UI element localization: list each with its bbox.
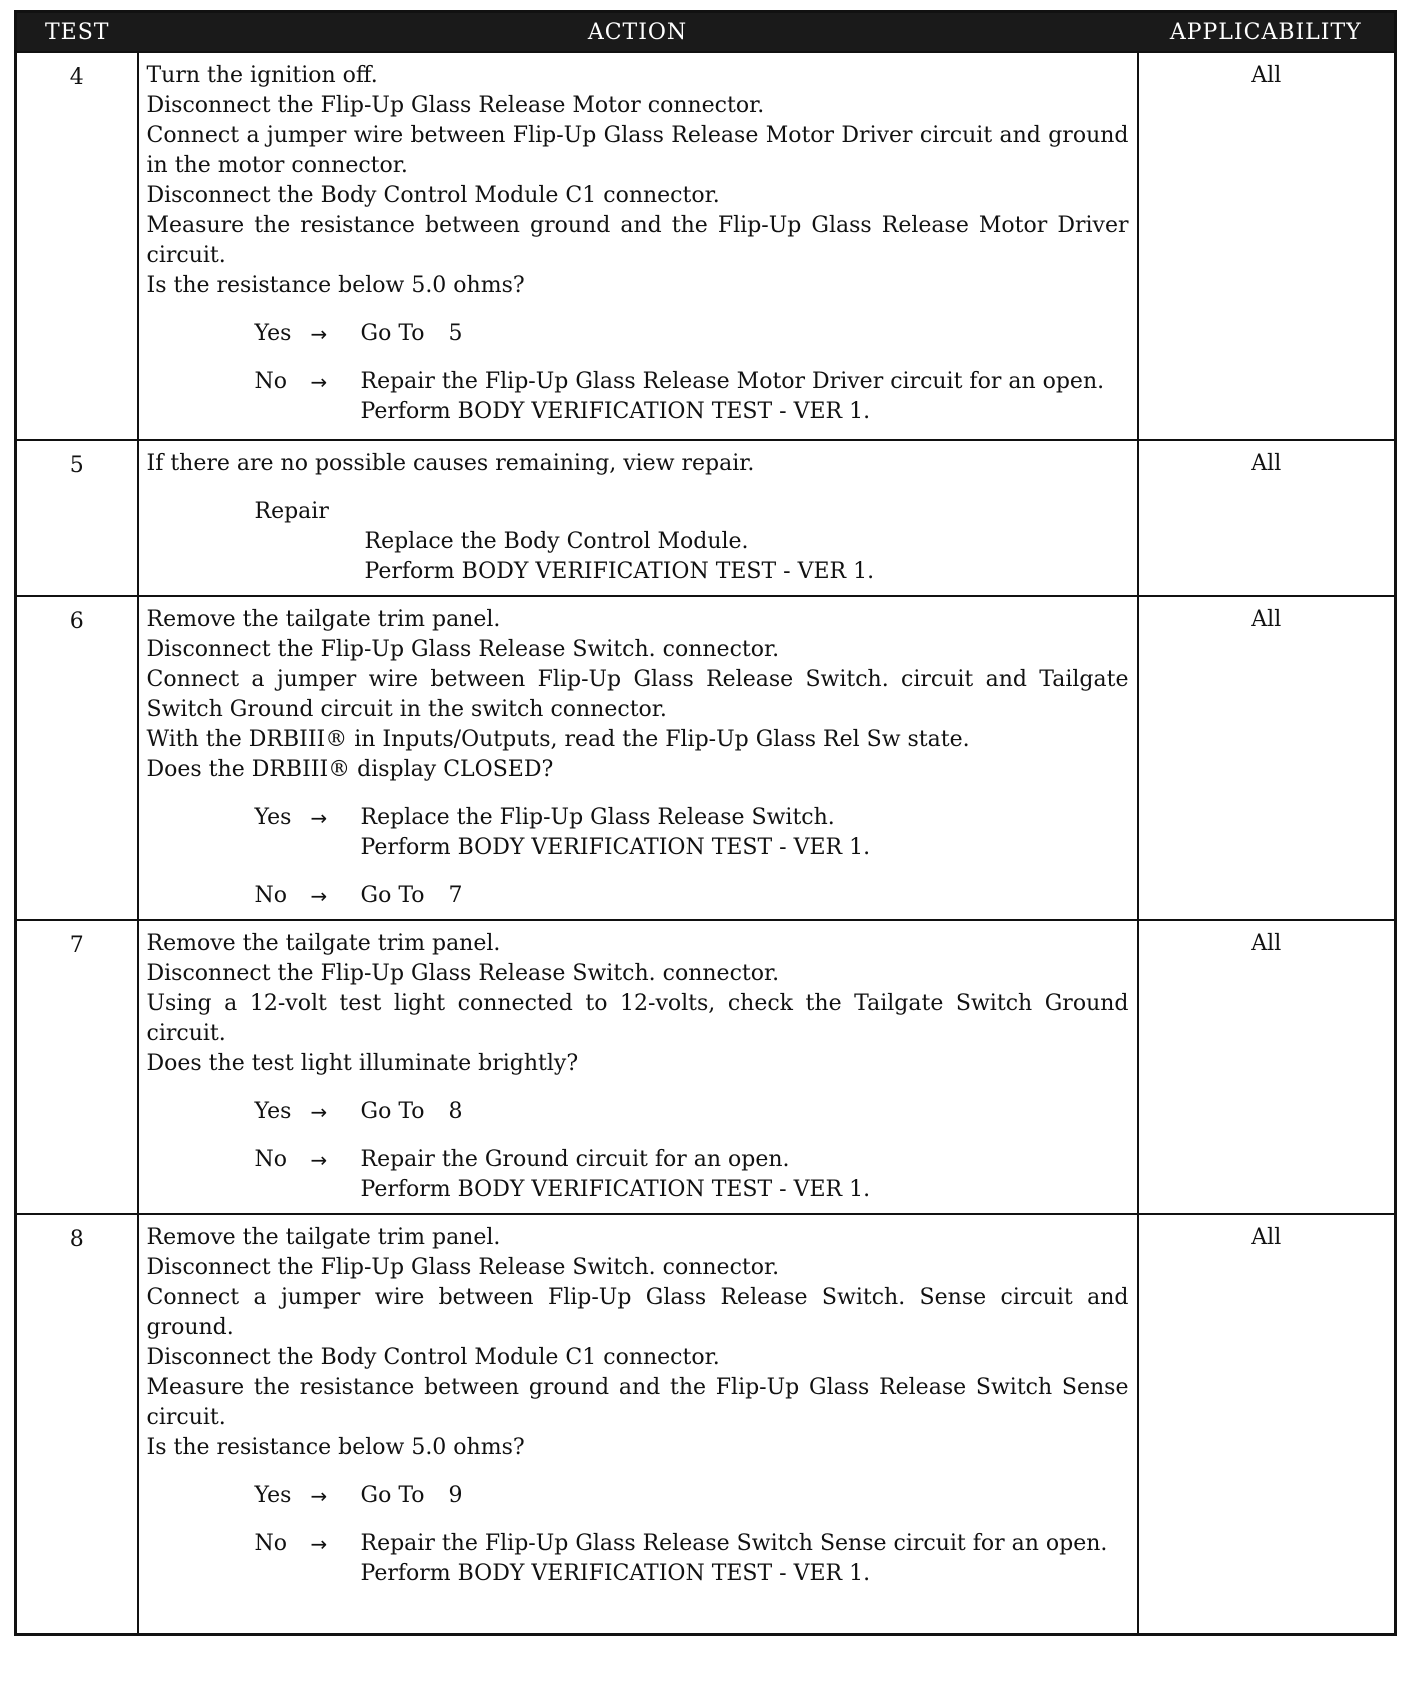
repair-instruction: Repair the Ground circuit for an open. [360, 1147, 790, 1172]
right-arrow-icon: → [310, 1100, 328, 1124]
repair-instruction: Repair the Flip-Up Glass Release Motor Driver circuit for an open. [360, 369, 1105, 394]
action-step: If there are no possible causes remaining, view repair. [146, 451, 755, 476]
action-step: Remove the tailgate trim panel. [146, 607, 501, 632]
action-cell [138, 596, 1138, 920]
verification-instruction: Perform BODY VERIFICATION TEST - VER 1. [364, 559, 875, 584]
verification-instruction: Perform BODY VERIFICATION TEST - VER 1. [360, 399, 871, 424]
action-question: Does the test light illuminate brightly? [146, 1051, 579, 1076]
repair-instruction: Repair the Flip-Up Glass Release Switch Sense circuit for an open. [360, 1531, 1108, 1556]
applicability-value: All [1138, 1214, 1396, 1634]
action-cell [138, 440, 1138, 596]
right-arrow-icon: → [310, 322, 328, 346]
header-test: TEST [16, 12, 138, 53]
action-step: With the DRBIII® in Inputs/Outputs, read the Flip-Up Glass Rel Sw state. [146, 727, 970, 752]
action-step: Connect a jumper wire between Flip-Up Glass Release Switch. Sense circuit and ground. [146, 1285, 1129, 1340]
right-arrow-icon: → [310, 1148, 328, 1172]
table-row [16, 52, 1396, 440]
table-header-row [16, 12, 1396, 53]
action-question: Is the resistance below 5.0 ohms? [146, 1435, 525, 1460]
no-branch [255, 367, 1129, 427]
go-to-step: Go To 5 [360, 321, 463, 346]
applicability-value: All [1138, 596, 1396, 920]
no-branch [255, 1145, 1129, 1205]
repair-instruction: Replace the Body Control Module. [364, 529, 749, 554]
table-row [16, 440, 1396, 596]
yes-label: Yes [254, 1483, 292, 1508]
action-cell [138, 52, 1138, 440]
header-action: ACTION [138, 12, 1138, 53]
action-cell [138, 1214, 1138, 1634]
action-step: Measure the resistance between ground and the Flip-Up Glass Release Motor Driver circuit. [146, 213, 1129, 268]
action-step: Using a 12-volt test light connected to 12-volts, check the Tailgate Switch Ground circuit. [146, 991, 1129, 1046]
right-arrow-icon: → [310, 1484, 328, 1508]
yes-branch [255, 803, 1129, 863]
test-number: 4 [16, 52, 138, 440]
action-cell [138, 920, 1138, 1214]
action-step: Measure the resistance between ground and the Flip-Up Glass Release Switch Sense circuit. [146, 1375, 1129, 1430]
verification-instruction: Perform BODY VERIFICATION TEST - VER 1. [360, 1561, 871, 1586]
yes-label: Yes [254, 321, 292, 346]
go-to-step: Go To 7 [360, 883, 463, 908]
repair-label: Repair [254, 499, 329, 524]
test-number: 6 [16, 596, 138, 920]
yes-branch [255, 1097, 1129, 1127]
go-to-step: Go To 9 [360, 1483, 463, 1508]
action-step: Disconnect the Flip-Up Glass Release Switch. connector. [146, 1255, 780, 1280]
table-row [16, 1214, 1396, 1634]
action-step: Remove the tailgate trim panel. [146, 1225, 501, 1250]
action-question: Is the resistance below 5.0 ohms? [146, 273, 525, 298]
yes-branch [255, 1481, 1129, 1511]
right-arrow-icon: → [310, 1532, 328, 1556]
no-label: No [254, 1531, 287, 1556]
yes-label: Yes [254, 1099, 292, 1124]
right-arrow-icon: → [310, 370, 328, 394]
right-arrow-icon: → [310, 884, 328, 908]
applicability-value: All [1138, 440, 1396, 596]
action-question: Does the DRBIII® display CLOSED? [146, 757, 554, 782]
test-number: 7 [16, 920, 138, 1214]
action-step: Remove the tailgate trim panel. [146, 931, 501, 956]
diagnostic-test-table [14, 10, 1397, 1636]
action-step: Disconnect the Flip-Up Glass Release Switch. connector. [146, 961, 780, 986]
yes-label: Yes [254, 805, 292, 830]
yes-branch [255, 319, 1129, 349]
verification-instruction: Perform BODY VERIFICATION TEST - VER 1. [360, 1177, 871, 1202]
no-label: No [254, 883, 287, 908]
repair-branch [365, 527, 1129, 587]
verification-instruction: Perform BODY VERIFICATION TEST - VER 1. [360, 835, 871, 860]
action-step: Connect a jumper wire between Flip-Up Glass Release Switch. circuit and Tailgate Switch Ground circuit in the switch connector. [146, 667, 1129, 722]
table-row [16, 596, 1396, 920]
go-to-step: Go To 8 [360, 1099, 463, 1124]
applicability-value: All [1138, 52, 1396, 440]
table-row [16, 920, 1396, 1214]
test-number: 5 [16, 440, 138, 596]
action-step: Connect a jumper wire between Flip-Up Glass Release Motor Driver circuit and ground in the motor connector. [146, 123, 1129, 178]
action-step: Turn the ignition off. [146, 63, 378, 88]
action-step: Disconnect the Flip-Up Glass Release Motor connector. [146, 93, 765, 118]
right-arrow-icon: → [310, 806, 328, 830]
no-branch [255, 881, 1129, 911]
applicability-value: All [1138, 920, 1396, 1214]
no-branch [255, 1529, 1129, 1589]
no-label: No [254, 1147, 287, 1172]
action-step: Disconnect the Flip-Up Glass Release Switch. connector. [146, 637, 780, 662]
repair-instruction: Replace the Flip-Up Glass Release Switch. [360, 805, 835, 830]
no-label: No [254, 369, 287, 394]
action-step: Disconnect the Body Control Module C1 connector. [146, 1345, 720, 1370]
action-step: Disconnect the Body Control Module C1 connector. [146, 183, 720, 208]
test-number: 8 [16, 1214, 138, 1634]
header-applicability: APPLICABILITY [1138, 12, 1396, 53]
